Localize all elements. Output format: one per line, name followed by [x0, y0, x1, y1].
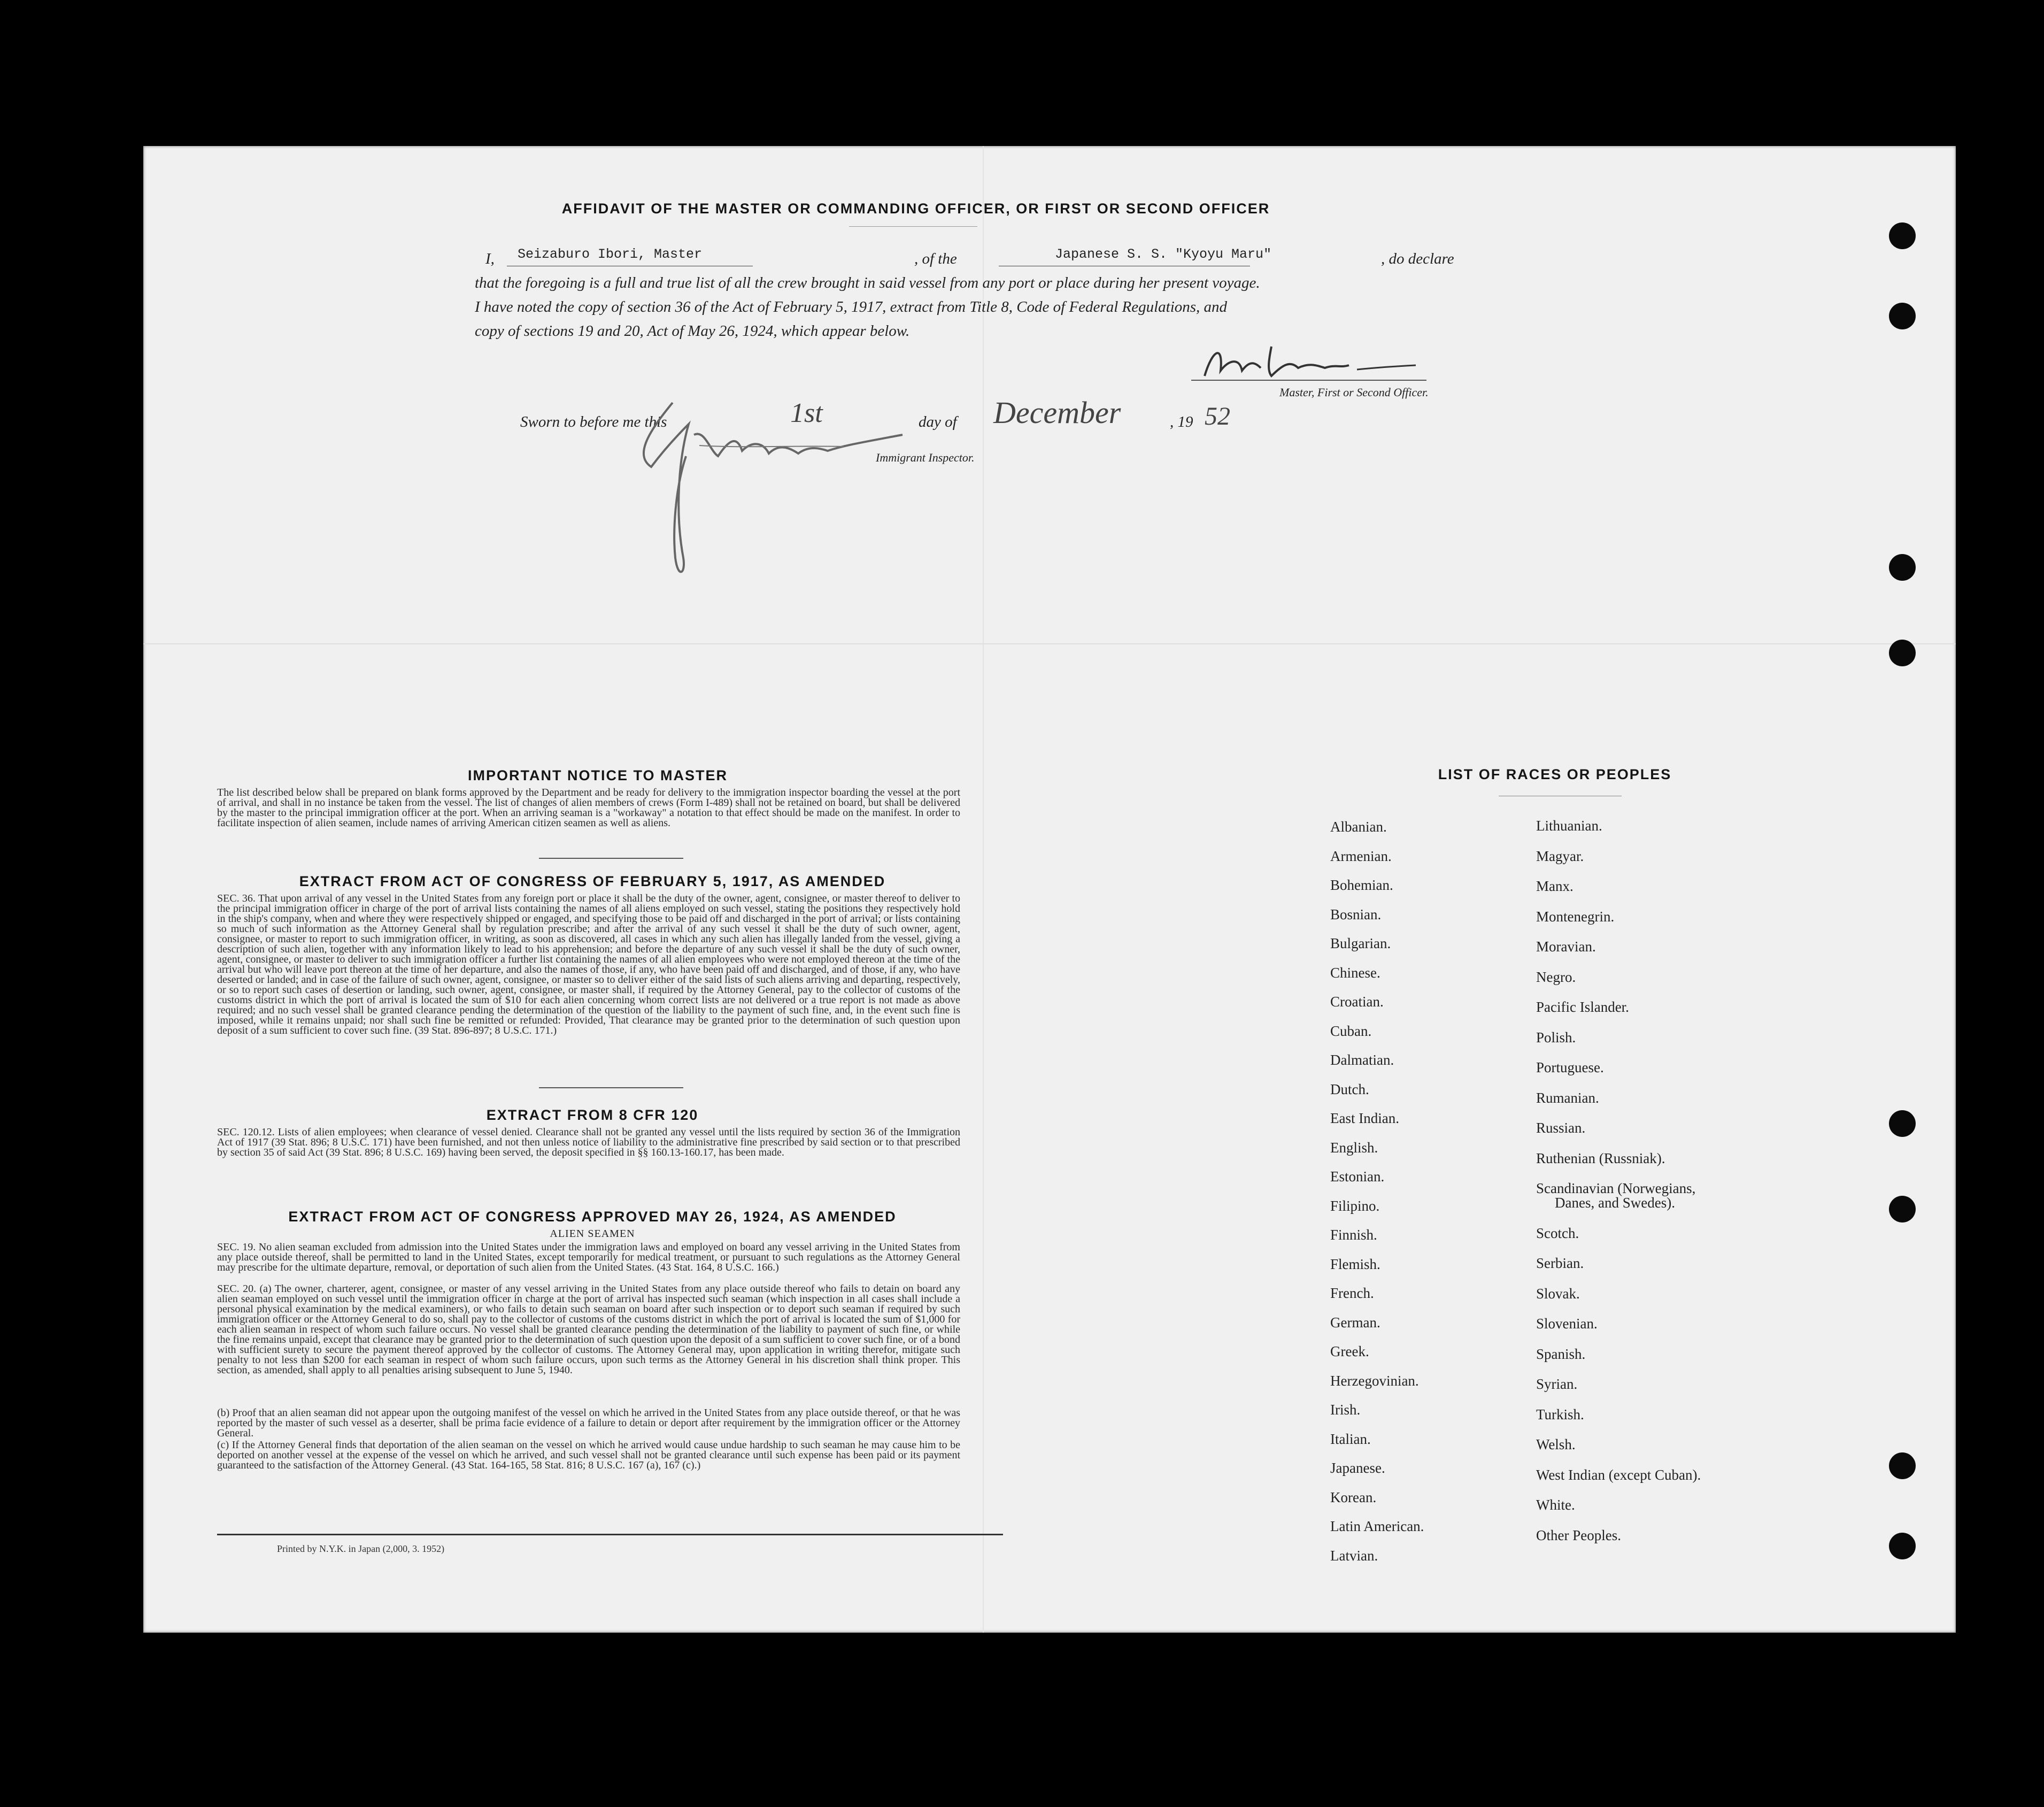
- punch-hole: [1889, 640, 1916, 666]
- race-item: Albanian.: [1330, 819, 1387, 835]
- master-signature: [1191, 339, 1453, 387]
- extract-1917-title: EXTRACT FROM ACT OF CONGRESS OF FEBRUARY 5, 1917, AS AMENDED: [299, 873, 886, 889]
- race-item: Negro.: [1536, 968, 1576, 985]
- vessel-name-field: Japanese S. S. "Kyoyu Maru": [1055, 247, 1272, 262]
- officer-caption: Master, First or Second Officer.: [1279, 386, 1429, 399]
- extract-1924-sec20a: SEC. 20. (a) The owner, charterer, agent, consignee, or master of any vessel arriving in the United States from any place outside thereof who fails to detain on board any alien seaman employed on such vessel until the immigration officer in charge at the port of arrival has inspected such seaman (which inspection in all cases shall include a personal physical examination by the medical examiners), or who fails to detain such seaman on board after such inspection or to deport such seaman if required by such immigration officer or the Attorney General to do so, shall pay to the collector of customs of the customs district in which the port of arrival is located the sum of $1,000 for each alien seaman in respect of whom such failure occurs. No vessel shall be granted clearance pending the determination of the liability to payment of such fine, or while the fine remains unpaid, except that clearance may be granted prior to the determination of such question upon the deposit of a sum sufficient to cover such fine, or of a bond with sufficient surety to secure the payment thereof approved by the collector of customs. The Attorney General may, upon application in writing therefor, mitigate such penalty to not less than $200 for each seaman in respect of whom such failure occurs, upon such terms as the Attorney General in his discretion shall think proper. This section, as amended, shall apply to all penalties arising subsequent to June 5, 1940.: [217, 1283, 960, 1376]
- race-item: Danes, and Swedes).: [1555, 1195, 1675, 1211]
- race-item: West Indian (except Cuban).: [1536, 1466, 1701, 1483]
- punch-hole: [1889, 303, 1916, 329]
- race-item: Slovenian.: [1536, 1316, 1598, 1332]
- race-item: Serbian.: [1536, 1255, 1584, 1271]
- year-prefix: , 19: [1170, 413, 1193, 430]
- punch-hole: [1889, 1533, 1916, 1559]
- race-item: Armenian.: [1330, 848, 1392, 864]
- race-item: Montenegrin.: [1536, 908, 1615, 925]
- extract-1917-body: SEC. 36. That upon arrival of any vessel in the United States from any foreign port or place it shall be the duty of the owner, agent, consignee, or master thereof to deliver to the principal immigration officer in charge of the port of arrival lists containing the names of all aliens employed on such vessel, stating the positions they respectively hold in the ship's company, when and where they were respectively shipped or engaged, and specifying those to be paid off and discharged in the port of arrival; or lists containing so much of such information as the Attorney General shall by regulation prescribe; and after the arrival of any such vessel it shall be the duty of such owner, agent, consignee, or master to report to such immigration officer, in writing, as soon as discovered, all cases in which any such alien has illegally landed from the vessel, giving a description of such alien, together with any information likely to lead to his apprehension; and before the departure of any such vessel it shall be the duty of such owner, agent, consignee, or master to deliver to such immigration officer a further list containing the names of all alien employees who were not employed thereon at the time of the arrival but who will leave port thereon at the time of her departure, and also the names of those, if any, who have been paid off and discharged, and of those, if any, who have deserted or landed; and in case of the failure of such owner, agent, consignee, or master so to deliver either of the said lists of such aliens arriving and departing, respectively, or so to report such cases of desertion or landing, such owner, agent, consignee, or master shall, if required by the Attorney General, pay to the collector of customs of the customs district in which the port of arrival is located the sum of $10 for each alien concerning whom correct lists are not delivered or a true report is not made as above required; and no such vessel shall be granted clearance pending the determination of the question of the liability to the payment of such fine, and, in the event such fine is imposed, while it remains unpaid; nor shall such fine be remitted or refunded: Provided, That clearance may be granted prior to the determination of such question upon deposit of a sum sufficient to cover such fine. (39 Stat. 896-897; 8 U.S.C. 171.): [217, 893, 960, 1036]
- race-item: Moravian.: [1536, 939, 1596, 955]
- punch-hole: [1889, 1110, 1916, 1137]
- race-item: Dalmatian.: [1330, 1052, 1394, 1068]
- affidavit-do-declare: , do declare: [1381, 250, 1454, 267]
- race-item: Pacific Islander.: [1536, 999, 1629, 1015]
- race-item: Bosnian.: [1330, 906, 1382, 922]
- race-item: French.: [1330, 1285, 1374, 1301]
- punch-hole: [1889, 1452, 1916, 1479]
- extract-1924-sec19: SEC. 19. No alien seaman excluded from admission into the United States under the immigration laws and employed on board any vessel arriving in the United States from any place outside thereof, shall be permitted to land in the United States, except temporarily for medical treatment, or pursuant to such regulations as the Attorney General may prescribe for the ultimate departure, removal, or deportation of such alien from the United States. (43 Stat. 164, 8 U.S.C. 166.): [217, 1241, 960, 1273]
- punch-hole: [1889, 222, 1916, 249]
- race-item: Filipino.: [1330, 1197, 1380, 1214]
- race-item: Rumanian.: [1536, 1089, 1599, 1106]
- race-item: Scandinavian (Norwegians,: [1536, 1180, 1696, 1196]
- race-item: Bulgarian.: [1330, 935, 1391, 951]
- printer-note: Printed by N.Y.K. in Japan (2,000, 3. 1952): [277, 1543, 445, 1554]
- race-item: Italian.: [1330, 1431, 1371, 1447]
- race-item: Chinese.: [1330, 964, 1380, 981]
- notice-rule: [539, 858, 683, 859]
- race-item: Latin American.: [1330, 1518, 1424, 1534]
- race-item: Cuban.: [1330, 1022, 1372, 1039]
- title-underline: [849, 226, 977, 227]
- race-item: Flemish.: [1330, 1256, 1380, 1272]
- race-item: Welsh.: [1536, 1436, 1576, 1452]
- race-item: East Indian.: [1330, 1110, 1399, 1126]
- race-item: Greek.: [1330, 1343, 1369, 1359]
- sworn-day-handwritten: 1st: [790, 398, 823, 428]
- form-sheet: [143, 146, 1956, 1633]
- races-title: LIST OF RACES OR PEOPLES: [1438, 766, 1672, 782]
- race-item: Slovak.: [1536, 1285, 1580, 1302]
- fold-line-horizontal: [143, 643, 1956, 644]
- sworn-month-handwritten: December: [993, 395, 1121, 430]
- extract-cfr-title: EXTRACT FROM 8 CFR 120: [486, 1107, 699, 1123]
- race-item: Japanese.: [1330, 1460, 1385, 1476]
- race-item: Lithuanian.: [1536, 818, 1602, 834]
- affidavit-i: I,: [485, 250, 495, 267]
- race-item: Latvian.: [1330, 1547, 1378, 1564]
- race-item: Korean.: [1330, 1489, 1377, 1505]
- affidavit-of-the: , of the: [914, 250, 957, 267]
- race-item: English.: [1330, 1139, 1378, 1156]
- race-item: Spanish.: [1536, 1345, 1586, 1362]
- punch-hole: [1889, 1196, 1916, 1222]
- day-of-label: day of: [919, 413, 957, 430]
- extract-1924-sec20b: (b) Proof that an alien seaman did not appear upon the outgoing manifest of the vessel on which he arrived in the United States from any place outside thereof, or that he was reported by the master of such vessel as a deserter, shall be prima facie evidence of a failure to detain or deport after requirement by the immigration officer or the Attorney General.: [217, 1407, 960, 1439]
- race-item: German.: [1330, 1314, 1380, 1331]
- affidavit-line-2: that the foregoing is a full and true list of all the crew brought in said vessel from any port or place during her present voyage.: [475, 274, 1260, 291]
- race-item: Bohemian.: [1330, 877, 1393, 893]
- race-item: Ruthenian (Russniak).: [1536, 1150, 1665, 1166]
- race-item: Russian.: [1536, 1120, 1586, 1136]
- race-item: Magyar.: [1536, 848, 1584, 864]
- notice-body: The list described below shall be prepared on blank forms approved by the Department and be ready for delivery to the immigration inspector boarding the vessel at the port of arrival, and shall in no instance be taken from the vessel. The list of changes of alien members of crews (Form I-489) shall not be retained on board, but shall be delivered by the master to the principal immigration officer at the port. When an arriving seaman is a "workaway" a notation to that effect should be made on the manifest. In order to facilitate inspection of alien seamen, include names of arriving American citizen seamen as well as aliens.: [217, 787, 960, 829]
- race-item: Manx.: [1536, 878, 1574, 894]
- race-item: Croatian.: [1330, 994, 1384, 1010]
- race-item: Polish.: [1536, 1029, 1576, 1045]
- race-item: Estonian.: [1330, 1168, 1385, 1185]
- affidavit-line-4: copy of sections 19 and 20, Act of May 26, 1924, which appear below.: [475, 322, 910, 340]
- affidavit-line-3: I have noted the copy of section 36 of the Act of February 5, 1917, extract from Title 8, Code of Federal Regulations, and: [475, 298, 1228, 316]
- extract-1917-rule: [539, 1087, 683, 1088]
- race-item: Other Peoples.: [1536, 1527, 1621, 1543]
- race-item: Syrian.: [1536, 1376, 1578, 1392]
- inspector-caption: Immigrant Inspector.: [876, 451, 975, 464]
- fold-line-vertical: [983, 146, 984, 1633]
- footer-rule: [217, 1534, 1003, 1535]
- punch-hole: [1889, 554, 1916, 581]
- race-item: Portuguese.: [1536, 1059, 1604, 1075]
- extract-1924-subtitle: ALIEN SEAMEN: [550, 1228, 635, 1240]
- race-item: Dutch.: [1330, 1081, 1369, 1097]
- race-item: Turkish.: [1536, 1406, 1584, 1422]
- inspector-signature: [614, 381, 913, 585]
- race-item: Finnish.: [1330, 1227, 1377, 1243]
- affidavit-title: AFFIDAVIT OF THE MASTER OR COMMANDING OFFICER, OR FIRST OR SECOND OFFICER: [561, 201, 1270, 217]
- year-suffix-handwritten: 52: [1205, 402, 1230, 430]
- race-item: Irish.: [1330, 1402, 1361, 1418]
- extract-1924-sec20c: (c) If the Attorney General finds that deportation of the alien seaman on the vessel on which he arrived would cause undue hardship to such seaman he may cause him to be deported on another vessel at the expense of the vessel on which he arrived, and such vessel shall not be granted clearance until such expense has been paid or its payment guaranteed to the satisfaction of the Attorney General. (43 Stat. 164-165, 58 Stat. 816; 8 U.S.C. 167 (a), 167 (c).): [217, 1439, 960, 1471]
- race-item: Herzegovinian.: [1330, 1372, 1419, 1389]
- master-name-field: Seizaburo Ibori, Master: [518, 247, 703, 262]
- notice-title: IMPORTANT NOTICE TO MASTER: [468, 767, 728, 783]
- extract-cfr-body: SEC. 120.12. Lists of alien employees; when clearance of vessel denied. Clearance shall not be granted any vessel until the lists required by section 36 of the Immigration Act of 1917 (39 Stat. 896; 8 U.S.C. 171) have been furnished, and not then unless notice of liability to the administrative fine prescribed by said section or to that prescribed by section 35 of said Act (39 Stat. 896; 8 U.S.C. 169) having been served, the deposit specified in §§ 160.13-160.17, has been made.: [217, 1126, 960, 1158]
- race-item: Scotch.: [1536, 1225, 1579, 1241]
- race-item: White.: [1536, 1497, 1575, 1513]
- extract-1924-title: EXTRACT FROM ACT OF CONGRESS APPROVED MAY 26, 1924, AS AMENDED: [288, 1209, 897, 1225]
- sworn-prefix: Sworn to before me this: [520, 413, 667, 430]
